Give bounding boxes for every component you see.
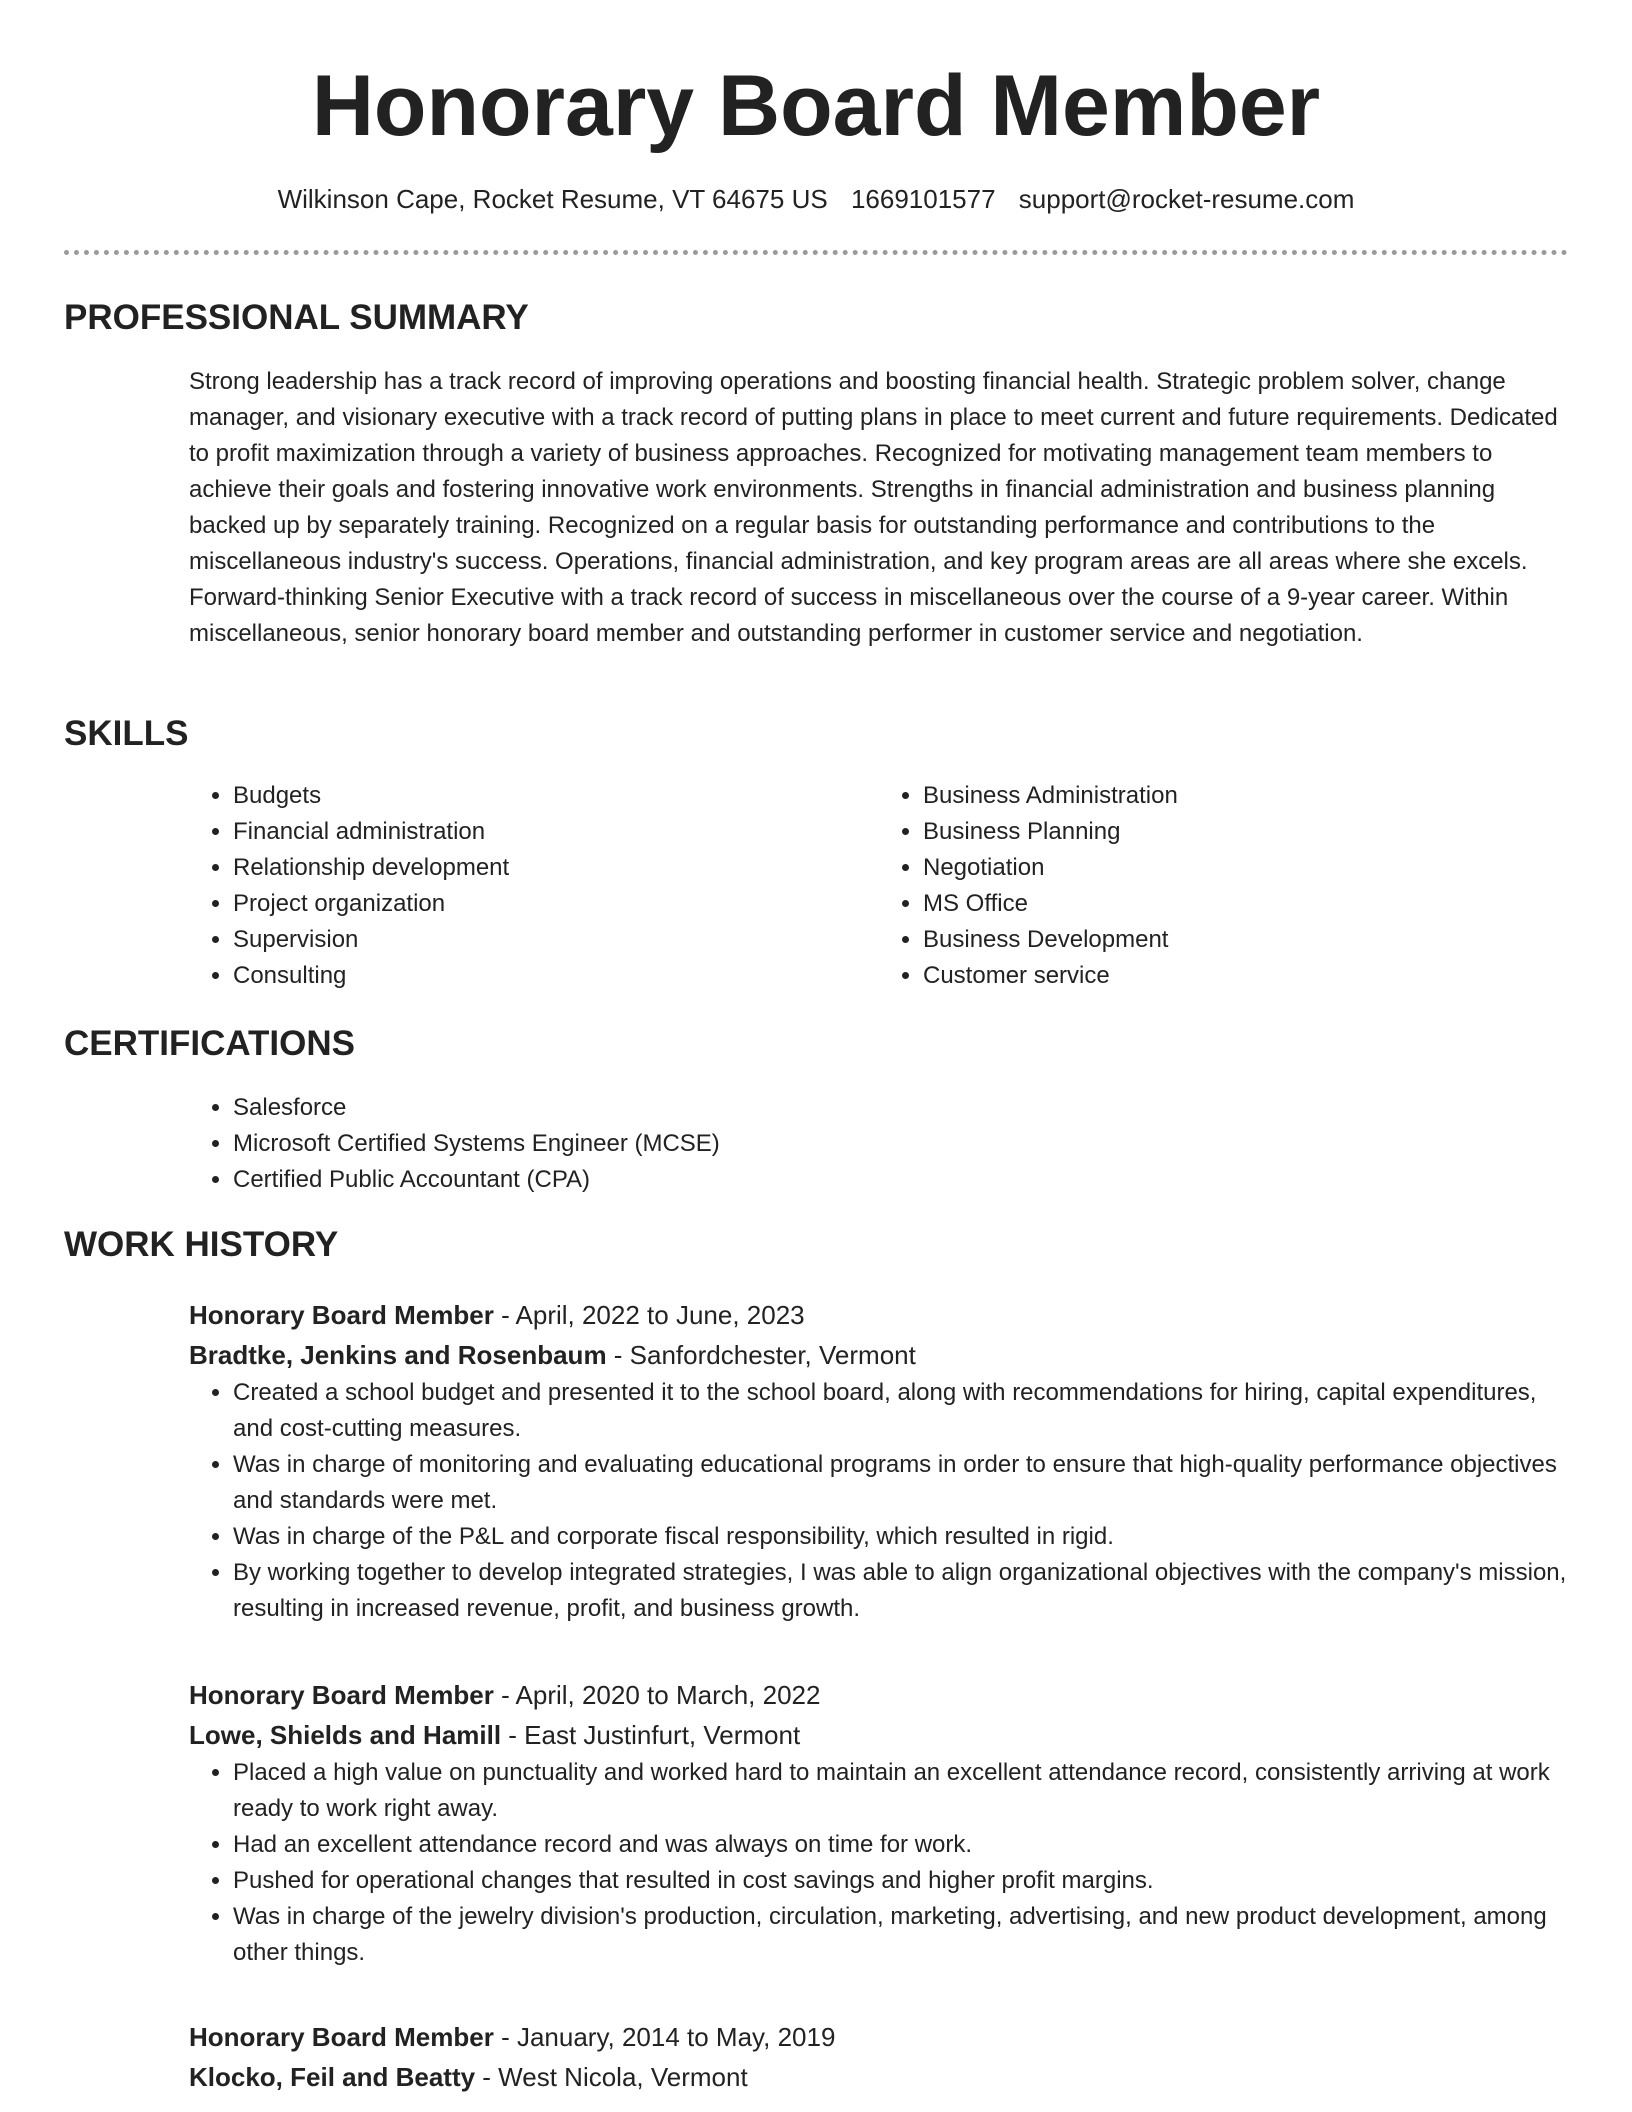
contact-email: support@rocket-resume.com bbox=[1018, 184, 1355, 214]
skills-heading: SKILLS bbox=[64, 714, 189, 753]
skill-item: • Consulting bbox=[233, 958, 879, 994]
skill-item: • Relationship development bbox=[233, 850, 879, 886]
work-history-heading: WORK HISTORY bbox=[64, 1225, 339, 1264]
certifications-heading: CERTIFICATIONS bbox=[64, 1024, 356, 1063]
job-entry bbox=[189, 1675, 1569, 1971]
skills-list-right bbox=[879, 778, 1569, 994]
certification-item: • Microsoft Certified Systems Engineer (MCSE) bbox=[233, 1126, 1569, 1162]
job-entry bbox=[189, 1295, 1569, 1627]
skill-item: • Customer service bbox=[923, 958, 1569, 994]
resume-header bbox=[0, 58, 1632, 216]
job-company: Bradtke, Jenkins and Rosenbaum bbox=[189, 1340, 607, 1370]
certifications-section bbox=[189, 1090, 1569, 1198]
job-bullet: • Was in charge of monitoring and evaluating educational programs in order to ensure that high-quality performance objectives and standards were met. bbox=[233, 1447, 1569, 1519]
skill-item: • Negotiation bbox=[923, 850, 1569, 886]
skills-section bbox=[189, 778, 1569, 994]
job-dates: - January, 2014 to May, 2019 bbox=[493, 2022, 836, 2052]
certifications-list bbox=[189, 1090, 1569, 1198]
summary-heading: PROFESSIONAL SUMMARY bbox=[64, 298, 529, 337]
job-company: Lowe, Shields and Hamill bbox=[189, 1720, 502, 1750]
job-location: - Sanfordchester, Vermont bbox=[606, 1340, 916, 1370]
job-dates: - April, 2022 to June, 2023 bbox=[493, 1300, 805, 1330]
skill-item: • Project organization bbox=[233, 886, 879, 922]
job-company-line bbox=[189, 2057, 1569, 2097]
skill-item: • Business Administration bbox=[923, 778, 1569, 814]
job-bullet: • Had an excellent attendance record and was always on time for work. bbox=[233, 1827, 1569, 1863]
job-role: Honorary Board Member bbox=[189, 2022, 494, 2052]
certification-item: • Certified Public Accountant (CPA) bbox=[233, 1162, 1569, 1198]
job-company: Klocko, Feil and Beatty bbox=[189, 2062, 476, 2092]
skill-item: • Financial administration bbox=[233, 814, 879, 850]
job-title-line bbox=[189, 1295, 1569, 1335]
certification-item: • Salesforce bbox=[233, 1090, 1569, 1126]
summary-text: Strong leadership has a track record of improving operations and boosting financial health. Strategic problem solver, change manager, and visionary executive with a track record of putting plans in place to meet current and future requirements. Dedicated to profit maximization through a variety of business approaches. Recognized for motivating management team members to achieve their goals and fostering innovative work environments. Strengths in financial administration and business planning backed up by separately training. Recognized on a regular basis for outstanding performance and contributions to the miscellaneous industry's success. Operations, financial administration, and key program areas are all areas where she excels. Forward-thinking Senior Executive with a track record of success in miscellaneous over the course of a 9-year career. Within miscellaneous, senior honorary board member and outstanding performer in customer service and negotiation. bbox=[189, 368, 1558, 647]
header-divider bbox=[64, 250, 1568, 255]
job-title-line bbox=[189, 1675, 1569, 1715]
job-bullet: • Was in charge of the jewelry division's production, circulation, marketing, advertising, and new product development, among other things. bbox=[233, 1899, 1569, 1971]
job-role: Honorary Board Member bbox=[189, 1300, 494, 1330]
skill-item: • Supervision bbox=[233, 922, 879, 958]
job-location: - East Justinfurt, Vermont bbox=[501, 1720, 801, 1750]
skill-item: • Business Planning bbox=[923, 814, 1569, 850]
job-bullet: • By working together to develop integrated strategies, I was able to align organizational objectives with the company's mission, resulting in increased revenue, profit, and business growth. bbox=[233, 1555, 1569, 1627]
contact-address: Wilkinson Cape, Rocket Resume, VT 64675 US bbox=[277, 184, 828, 214]
skills-list-left bbox=[189, 778, 879, 994]
job-location: - West Nicola, Vermont bbox=[475, 2062, 748, 2092]
job-bullet: • Pushed for operational changes that resulted in cost savings and higher profit margins. bbox=[233, 1863, 1569, 1899]
job-dates: - April, 2020 to March, 2022 bbox=[493, 1680, 821, 1710]
candidate-name: Honorary Board Member bbox=[311, 58, 1321, 154]
skill-item: • MS Office bbox=[923, 886, 1569, 922]
skill-item: • Budgets bbox=[233, 778, 879, 814]
job-entry bbox=[189, 2017, 1569, 2097]
job-role: Honorary Board Member bbox=[189, 1680, 494, 1710]
job-bullets bbox=[189, 1755, 1569, 1971]
job-company-line bbox=[189, 1335, 1569, 1375]
contact-line bbox=[0, 182, 1632, 216]
job-bullet: • Created a school budget and presented it to the school board, along with recommendations for hiring, capital expenditures, and cost-cutting measures. bbox=[233, 1375, 1569, 1447]
contact-phone: 1669101577 bbox=[850, 184, 996, 214]
job-title-line bbox=[189, 2017, 1569, 2057]
job-bullet: • Was in charge of the P&L and corporate fiscal responsibility, which resulted in rigid. bbox=[233, 1519, 1569, 1555]
job-company-line bbox=[189, 1715, 1569, 1755]
summary-section bbox=[189, 364, 1559, 652]
skill-item: • Business Development bbox=[923, 922, 1569, 958]
job-bullet: • Placed a high value on punctuality and worked hard to maintain an excellent attendance record, consistently arriving at work ready to work right away. bbox=[233, 1755, 1569, 1827]
job-bullets bbox=[189, 1375, 1569, 1627]
